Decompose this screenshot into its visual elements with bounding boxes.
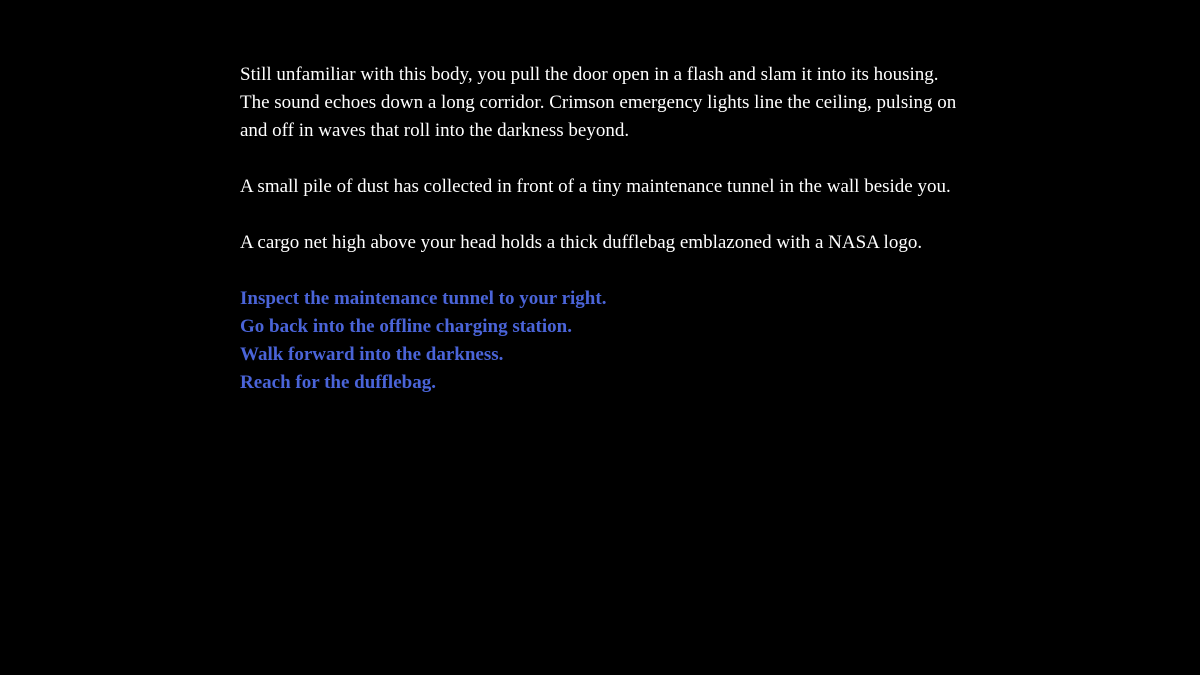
choice-inspect-tunnel[interactable]: Inspect the maintenance tunnel to your right.	[240, 288, 607, 309]
choice-list	[240, 285, 960, 397]
choice-go-back[interactable]: Go back into the offline charging station.	[240, 316, 572, 337]
story-panel	[240, 61, 960, 397]
story-paragraph-corridor: Still unfamiliar with this body, you pull the door open in a flash and slam it into its housing. The sound echoes down a long corridor. Crimson emergency lights line the ceiling, pulsing on and off in waves that roll into the darkness beyond.	[240, 64, 957, 141]
choice-reach-dufflebag[interactable]: Reach for the dufflebag.	[240, 372, 436, 393]
choice-walk-forward[interactable]: Walk forward into the darkness.	[240, 344, 504, 365]
story-paragraph-dufflebag: A cargo net high above your head holds a thick dufflebag emblazoned with a NASA logo.	[240, 232, 923, 253]
story-paragraph-dust: A small pile of dust has collected in front of a tiny maintenance tunnel in the wall beside you.	[240, 176, 951, 197]
